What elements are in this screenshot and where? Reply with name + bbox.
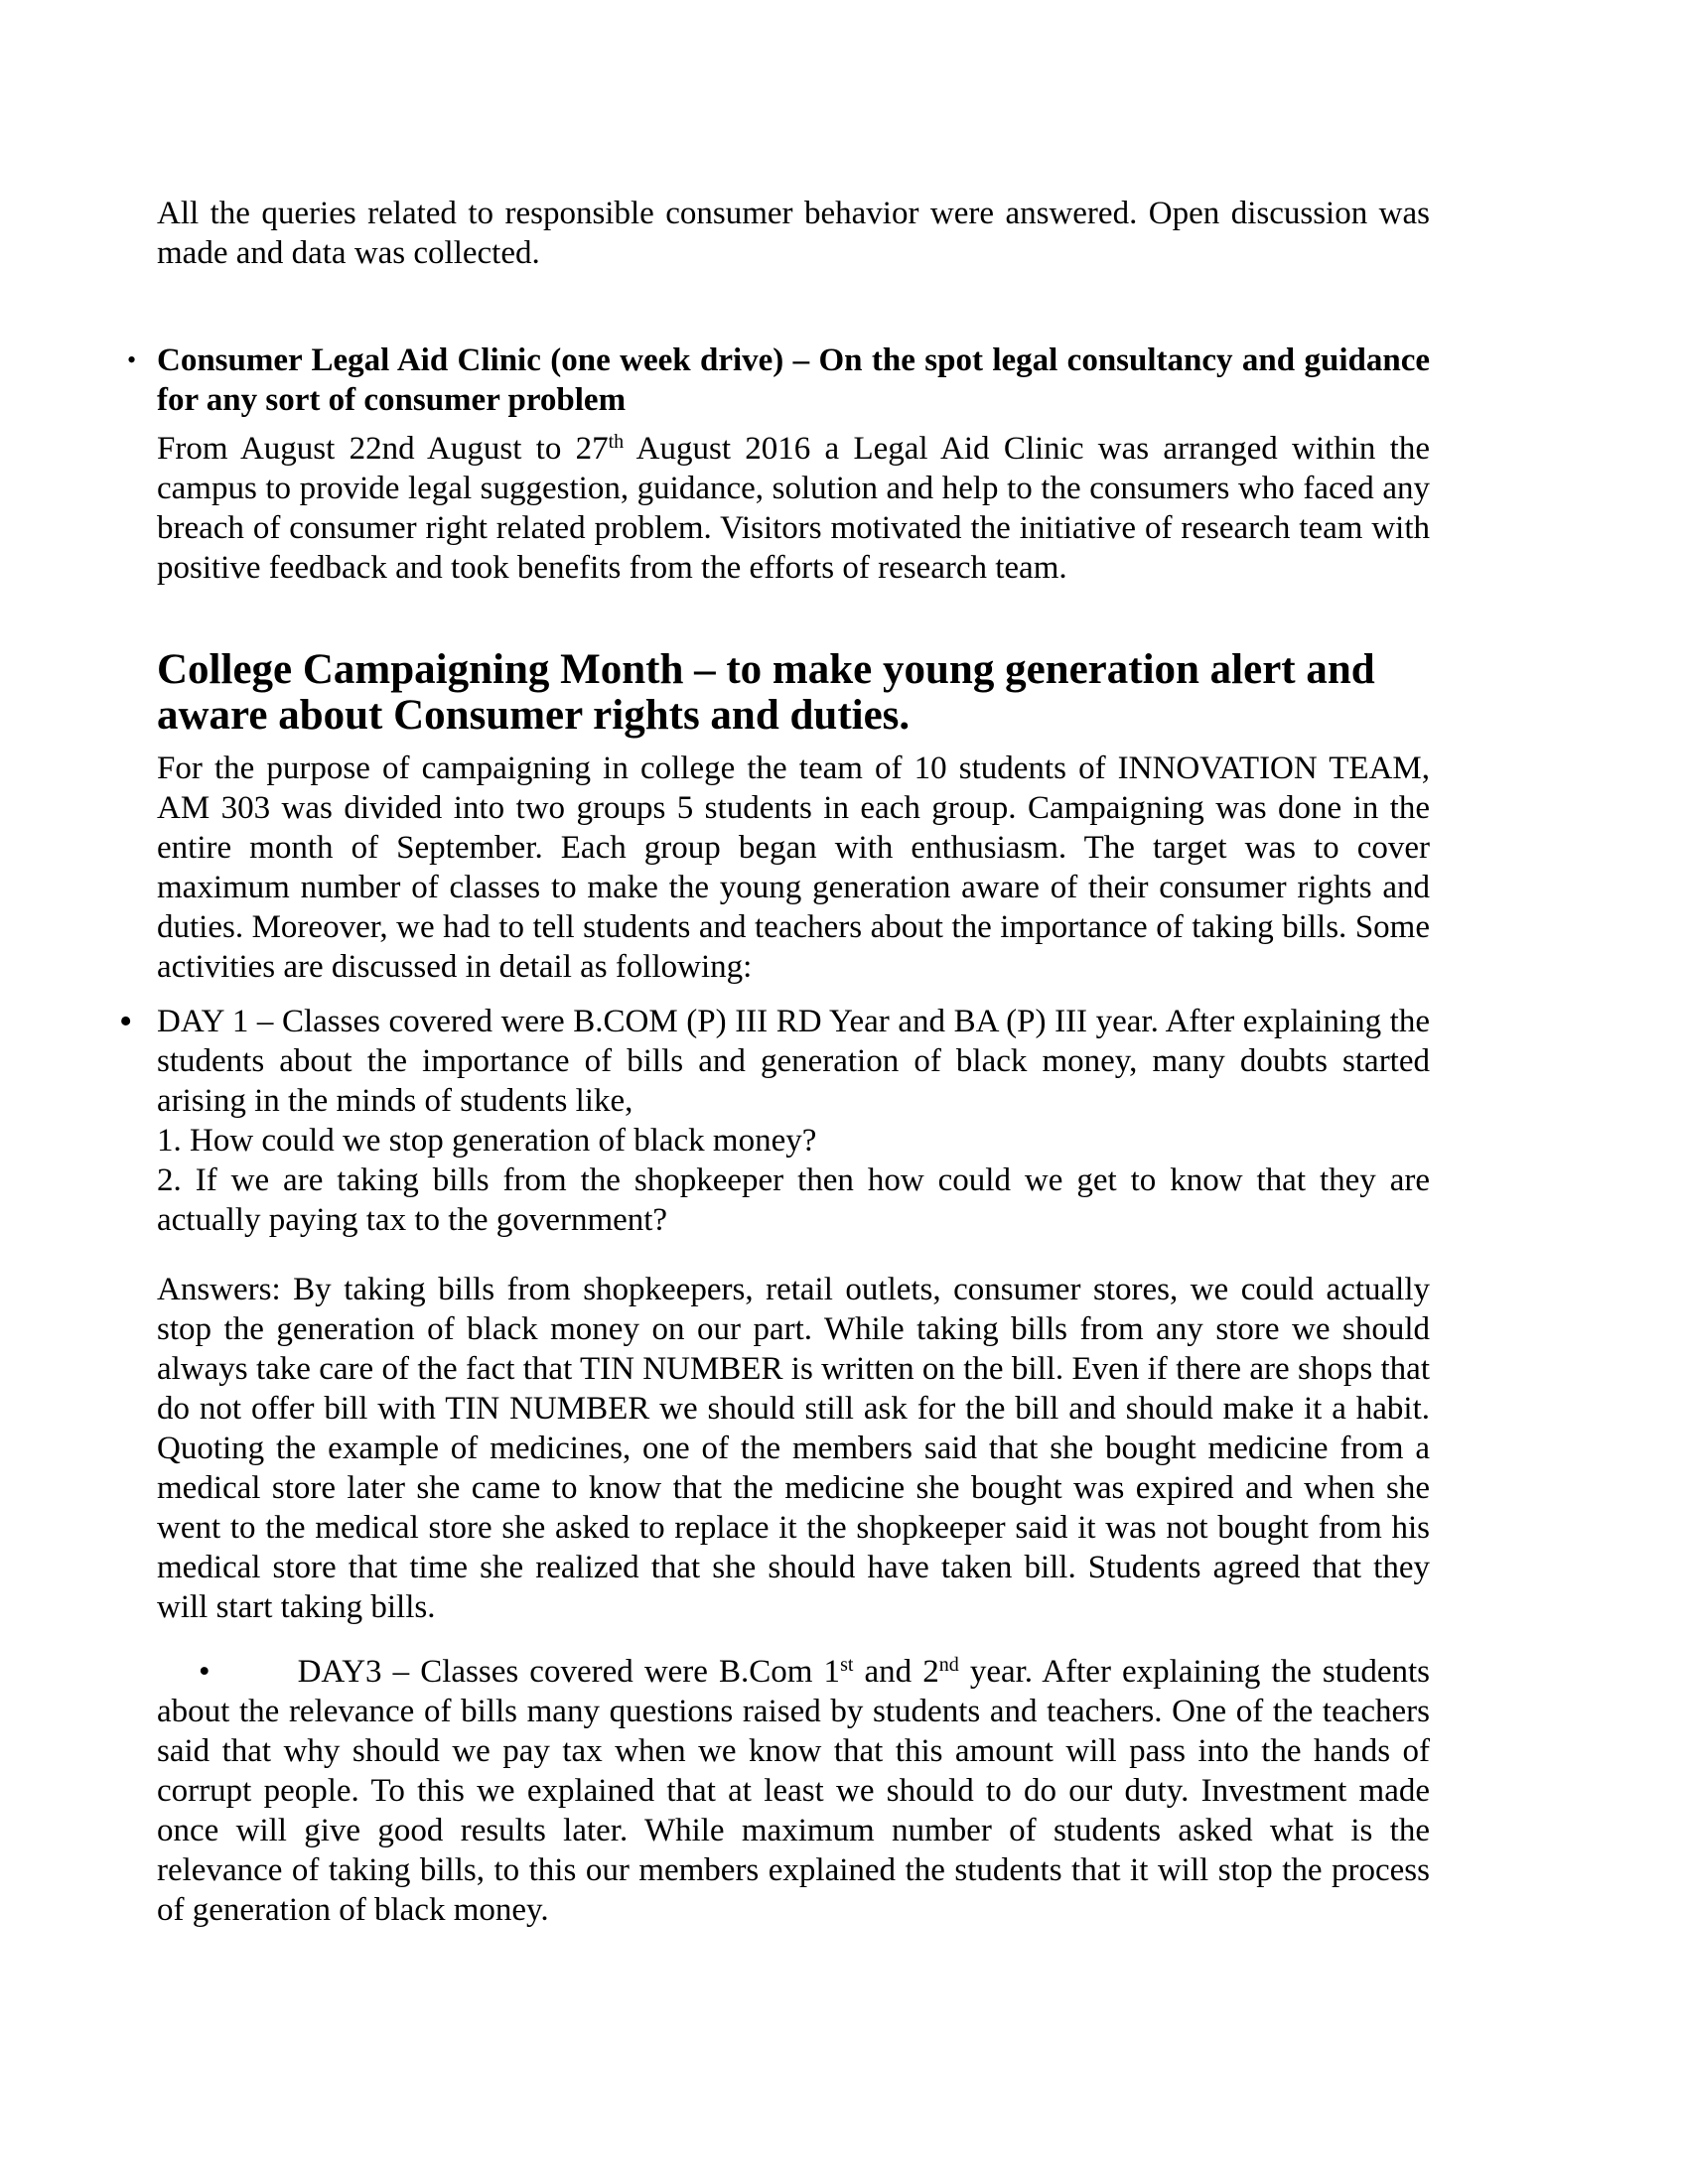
bullet-icon: •	[127, 345, 137, 374]
day1-question-2: 2. If we are taking bills from the shopkeeper then how could we get to know that they are actually paying tax to the government?	[157, 1162, 1430, 1238]
legal-aid-body-text: From August 22nd August to 27	[157, 431, 609, 467]
day3-paragraph	[157, 1652, 1430, 1930]
ordinal-superscript: st	[840, 1654, 854, 1676]
answers-paragraph: Answers: By taking bills from shopkeepers, retail outlets, consumer stores, we could actually stop the generation of black money on our part. While taking bills from any store we should always take care of the fact that TIN NUMBER is written on the bill. Even if there are shops that do not offer bill with TIN NUMBER we should still ask for the bill and should make it a habit. Quoting the example of medicines, one of the members said that she bought medicine from a medical store later she came to know that the medicine she bought was expired and when she went to the medical store she asked to replace it the shopkeeper said it was not bought from his medical store that time she realized that she should have taken bill. Students agreed that they will start taking bills.	[157, 1272, 1430, 1625]
bullet-icon: •	[199, 1654, 211, 1690]
ordinal-superscript: nd	[938, 1654, 959, 1676]
legal-aid-body-text: August 2016 a Legal Aid Clinic was arranged within the campus to provide legal suggestion, guidance, solution and help to the consumers who faced any breach of consumer right related problem. Visitors motivated the initiative of research team with positive feedback and took benefits from the efforts of research team.	[157, 431, 1430, 586]
campaign-section-heading: College Campaigning Month – to make young generation alert and aware about Consumer rights and duties.	[157, 646, 1375, 739]
intro-paragraph: All the queries related to responsible consumer behavior were answered. Open discussion was made and data was collected.	[157, 196, 1430, 271]
day1-question-1: 1. How could we stop generation of black money?	[157, 1123, 817, 1159]
legal-aid-heading: Consumer Legal Aid Clinic (one week drive) – On the spot legal consultancy and guidance for any sort of consumer problem	[157, 342, 1430, 418]
day3-text: DAY3 – Classes covered were B.Com 1	[297, 1654, 841, 1690]
day3-text: year. After explaining the students about the relevance of bills many questions raised by students and teachers. One of the teachers said that why should we pay tax when we know that this amount will pass into the hands of corrupt people. To this we explained that at least we should to do our duty. Investment made once will give good results later. While maximum number of students asked what is the relevance of taking bills, to this our members explained the students that it will stop the process of generation of black money.	[157, 1654, 1430, 1928]
day1-text: DAY 1 – Classes covered were B.COM (P) III RD Year and BA (P) III year. After explaining the students about the importance of bills and generation of black money, many doubts started arising in the minds of students like,	[157, 1004, 1430, 1119]
day3-text: and 2	[853, 1654, 939, 1690]
day1-content	[157, 1002, 1430, 1240]
legal-aid-body-paragraph	[157, 429, 1430, 588]
bullet-icon: •	[119, 1001, 133, 1042]
campaign-intro-paragraph: For the purpose of campaigning in college the team of 10 students of INNOVATION TEAM, AM 303 was divided into two groups 5 students in each group. Campaigning was done in the entire month of September. Each group began with enthusiasm. The target was to cover maximum number of classes to make the young generation aware of their consumer rights and duties. Moreover, we had to tell students and teachers about the importance of taking bills. Some activities are discussed in detail as following:	[157, 751, 1430, 985]
day1-bullet-item	[119, 1001, 1430, 1240]
ordinal-superscript: th	[608, 431, 625, 453]
legal-aid-bullet-item	[127, 341, 1430, 420]
